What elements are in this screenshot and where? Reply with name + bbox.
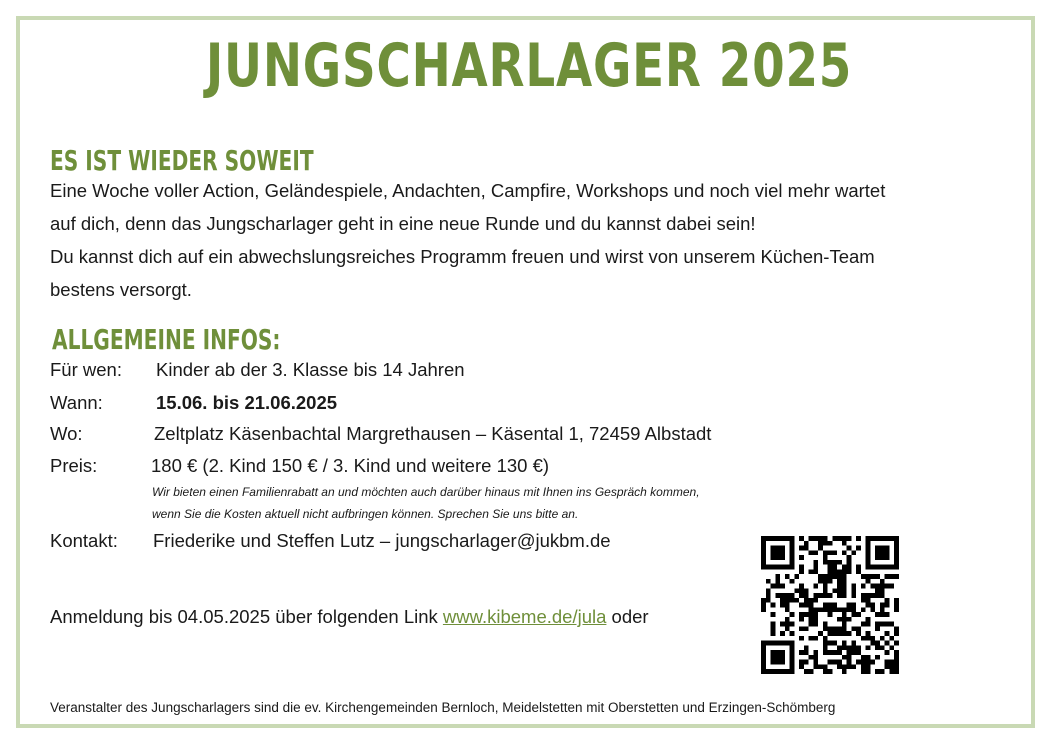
info-row-contact <box>50 529 611 553</box>
intro-line: auf dich, denn das Jungscharlager geht in eine neue Runde und du kannst dabei sein! <box>50 213 756 234</box>
section-heading-infos: ALLGEMEINE INFOS: <box>52 323 281 356</box>
info-value: Zeltplatz Käsenbachtal Margrethausen – Käsental 1, 72459 Albstadt <box>154 423 712 444</box>
info-label: Kontakt: <box>50 530 118 551</box>
signup-suffix: oder <box>606 606 649 627</box>
info-value: 180 € (2. Kind 150 € / 3. Kind und weitere 130 €) <box>151 455 550 476</box>
info-value: Friederike und Steffen Lutz – jungscharlager@jukbm.de <box>153 530 611 551</box>
info-row-price <box>50 454 550 478</box>
signup-link[interactable]: www.kibeme.de/jula <box>442 606 607 627</box>
page-title: JUNGSCHARLAGER 2025 <box>205 31 853 101</box>
price-note-line: Wir bieten einen Familienrabatt an und möchten auch darüber hinaus mit Ihnen ins Gespräch kommen, <box>152 485 700 499</box>
intro-text <box>50 174 1030 306</box>
info-label: Preis: <box>50 455 98 476</box>
info-row-location <box>50 422 712 446</box>
info-label: Wo: <box>50 423 83 444</box>
price-note-line: wenn Sie die Kosten aktuell nicht aufbringen können. Sprechen Sie uns bitte an. <box>152 507 579 521</box>
info-label: Wann: <box>50 392 103 413</box>
info-row-audience <box>50 358 465 382</box>
info-value: Kinder ab der 3. Klasse bis 14 Jahren <box>156 359 465 380</box>
signup-line <box>50 605 649 629</box>
intro-line: Eine Woche voller Action, Geländespiele, Andachten, Campfire, Workshops und noch viel mehr wartet <box>50 180 886 201</box>
info-value: 15.06. bis 21.06.2025 <box>156 392 338 413</box>
info-row-date <box>50 391 338 415</box>
section-heading-intro: ES IST WIEDER SOWEIT <box>50 144 314 177</box>
intro-line: Du kannst dich auf ein abwechslungsreiches Programm freuen und wirst von unserem Küchen-Team <box>50 246 875 267</box>
intro-line: bestens versorgt. <box>50 279 192 300</box>
info-label: Für wen: <box>50 359 122 380</box>
footer-organizers: Veranstalter des Jungscharlagers sind die ev. Kirchengemeinden Bernloch, Meidelstetten mit Oberstetten und Erzingen-Schömberg <box>50 700 836 715</box>
qr-code-icon[interactable] <box>761 536 899 674</box>
signup-prefix: Anmeldung bis 04.05.2025 über folgenden Link <box>50 606 443 627</box>
